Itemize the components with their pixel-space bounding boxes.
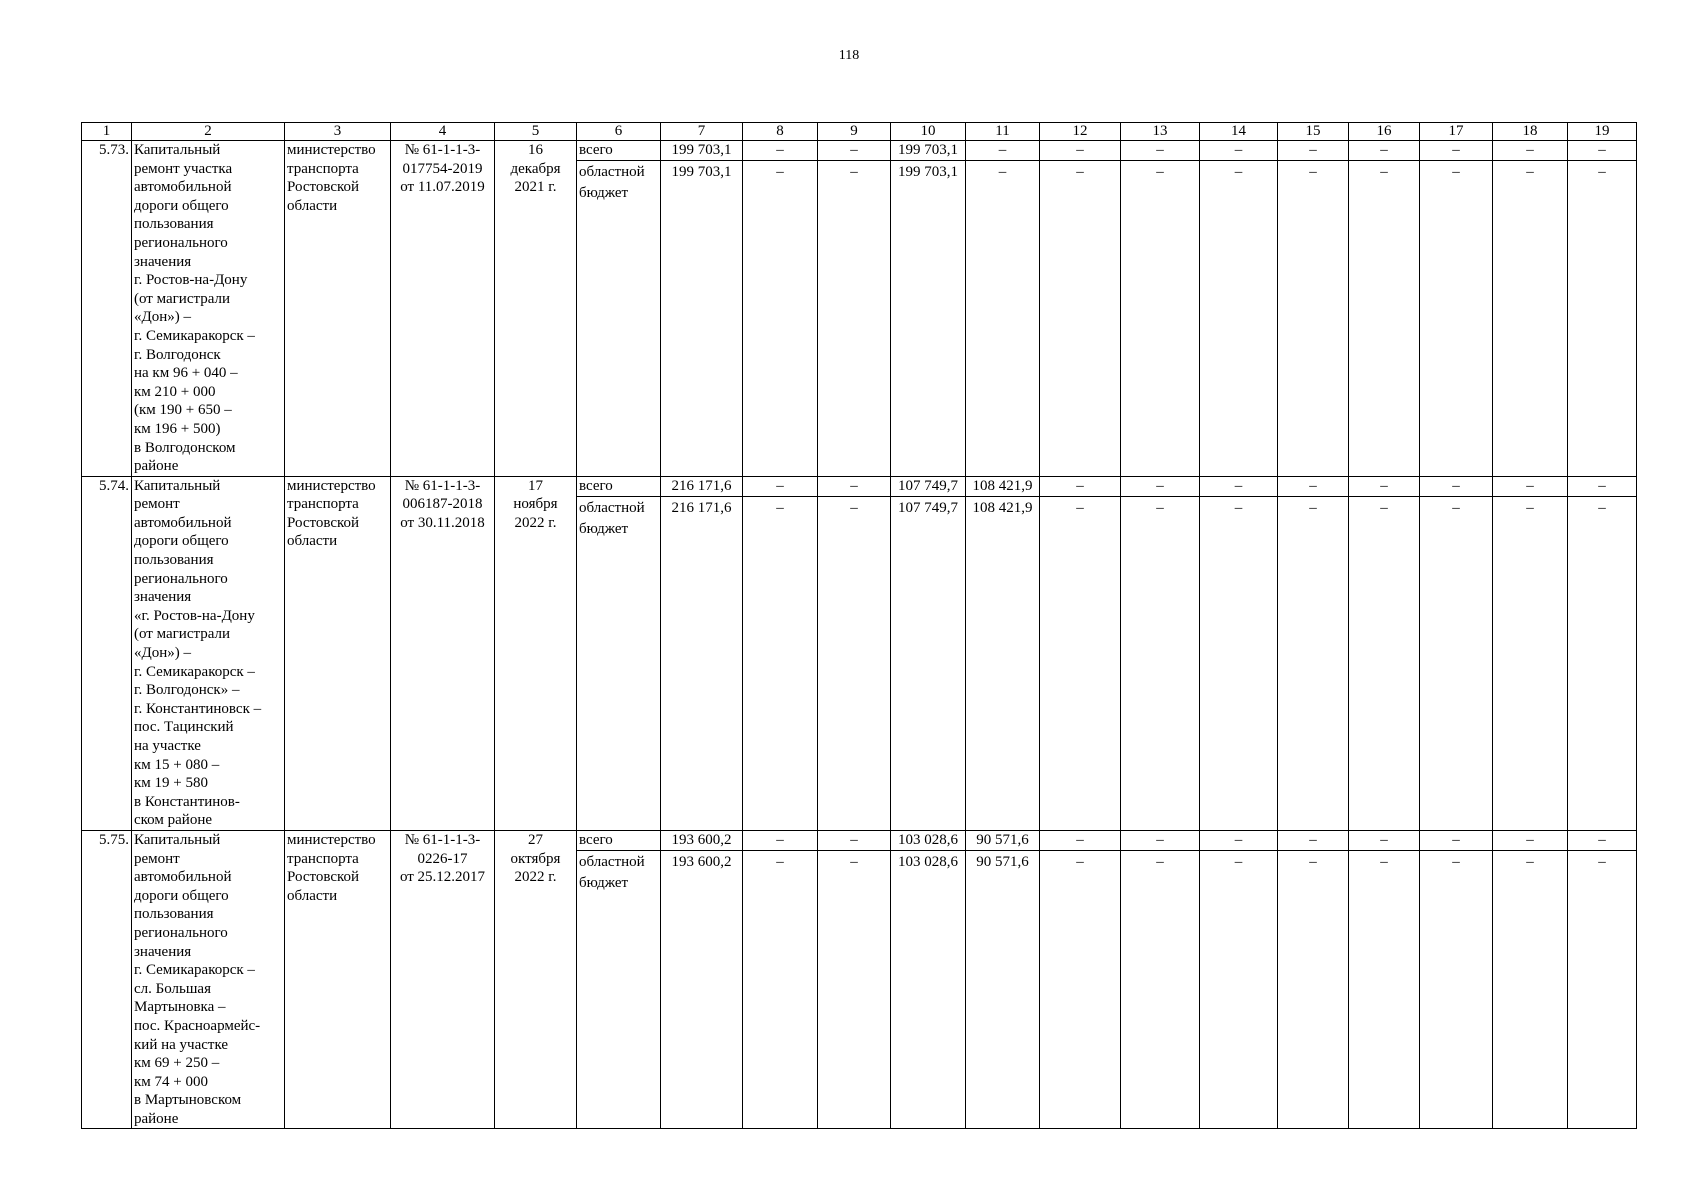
expertise-conclusion-line: от 11.07.2019	[400, 179, 485, 196]
amount-value: –	[1420, 141, 1492, 161]
object-description	[132, 830, 285, 1129]
amount-value: 199 703,1	[661, 141, 742, 161]
amount-value: –	[776, 499, 784, 516]
expertise-conclusion-line: № 61-1-1-3-	[404, 142, 481, 158]
expertise-conclusion-line: от 30.11.2018	[400, 514, 485, 531]
expertise-conclusion	[391, 476, 495, 830]
amount-value: 193 600,2	[671, 853, 732, 870]
column-header-1: 1	[82, 123, 132, 141]
amount-value: –	[1234, 164, 1243, 180]
object-description-line: км 74 + 000	[134, 1073, 208, 1090]
expertise-conclusion-line: от 25.12.2017	[399, 869, 486, 886]
object-description-line: пос. Тацинский	[134, 719, 234, 736]
funding-source	[577, 830, 661, 1129]
column-header-9: 9	[818, 123, 891, 141]
object-description-line: пользования	[134, 552, 214, 569]
amount-cell-col-9	[818, 830, 891, 1129]
funding-source-label: областной бюджет	[579, 853, 645, 891]
customer-name	[285, 830, 391, 1129]
amount-cell-col-10	[891, 141, 966, 477]
object-description-line: дороги общего	[134, 533, 229, 550]
object-description-line: регионального	[134, 570, 228, 587]
customer-name-line: министерство	[287, 477, 376, 494]
column-header-6: 6	[577, 123, 661, 141]
amount-cell-col-7	[661, 141, 743, 477]
object-description-line: значения	[134, 943, 192, 960]
amount-value: –	[1526, 853, 1534, 870]
object-description-line: районе	[134, 1110, 179, 1127]
column-header-5: 5	[495, 123, 577, 141]
expertise-conclusion-line: 017754-2019	[402, 160, 483, 177]
object-description-line: автомобильной	[134, 179, 232, 196]
amount-cell-col-18	[1493, 141, 1568, 477]
amount-value: –	[1526, 499, 1534, 516]
amount-value: –	[1076, 499, 1084, 516]
amount-value: –	[1121, 477, 1199, 497]
column-header-16: 16	[1349, 123, 1420, 141]
amount-value: –	[1452, 853, 1460, 870]
object-description-line: ремонт	[134, 850, 180, 867]
amount-cell-col-10	[891, 830, 966, 1129]
object-description-line: районе	[134, 458, 179, 475]
amount-value: –	[1040, 477, 1120, 497]
amount-value: 108 421,9	[966, 477, 1039, 497]
customer-name-line: области	[287, 197, 338, 214]
amount-cell-col-11	[966, 830, 1040, 1129]
column-header-14: 14	[1200, 123, 1278, 141]
object-description-line: г. Константиновск –	[134, 700, 262, 717]
amount-value: –	[1309, 499, 1317, 516]
amount-value: –	[1309, 853, 1317, 870]
object-description-line: дороги общего	[134, 197, 229, 214]
amount-cell-col-10	[891, 476, 966, 830]
object-description-line: значения	[134, 589, 192, 606]
amount-value: –	[1349, 141, 1419, 161]
header-row	[82, 123, 1637, 141]
amount-value: –	[1309, 164, 1317, 180]
object-description-line: г. Ростов-на-Дону	[134, 272, 248, 289]
object-description-line: регионального	[134, 234, 228, 251]
object-description-line: км 19 + 580	[134, 775, 208, 792]
expertise-conclusion-line: 0226-17	[417, 850, 468, 867]
amount-value: –	[776, 164, 784, 180]
amount-value: –	[966, 141, 1039, 161]
column-header-12: 12	[1040, 123, 1121, 141]
amount-value: –	[743, 141, 817, 161]
amount-cell-col-17	[1420, 476, 1493, 830]
amount-cell-col-15	[1278, 141, 1349, 477]
page-number: 118	[838, 48, 860, 63]
column-header-8: 8	[743, 123, 818, 141]
customer-name-line: министерство	[287, 142, 376, 158]
completion-deadline-line: 2022 г.	[514, 514, 557, 531]
amount-cell-col-9	[818, 476, 891, 830]
object-description-line: кий на участке	[134, 1036, 229, 1053]
object-description-line: Капитальный	[134, 477, 221, 494]
customer-name-line: транспорта	[287, 160, 359, 177]
object-description-line: км 15 + 080 –	[134, 756, 220, 773]
amount-value: 90 571,6	[976, 853, 1029, 870]
amount-value: –	[1349, 831, 1419, 851]
expertise-conclusion	[391, 830, 495, 1129]
object-description-line: ремонт	[134, 496, 180, 513]
customer-name	[285, 141, 391, 477]
amount-value: 216 171,6	[671, 499, 732, 516]
amount-value: –	[1200, 141, 1277, 161]
amount-cell-col-13	[1121, 476, 1200, 830]
amount-value: 193 600,2	[661, 831, 742, 851]
amount-value: –	[1234, 853, 1243, 870]
object-description-line: регионального	[134, 924, 228, 941]
object-description-line: (км 190 + 650 –	[134, 402, 232, 419]
amount-value: –	[1076, 853, 1084, 870]
budget-table	[81, 122, 1637, 1129]
funding-source-label: всего	[577, 477, 660, 497]
expertise-conclusion-line: № 61-1-1-3-	[404, 831, 481, 848]
amount-value: –	[1568, 477, 1636, 497]
amount-value: 107 749,7	[898, 499, 958, 516]
object-description-line: км 210 + 000	[134, 383, 216, 400]
amount-value: –	[1420, 831, 1492, 851]
amount-value: –	[850, 499, 858, 516]
amount-value: –	[1598, 853, 1606, 870]
column-header-11: 11	[966, 123, 1040, 141]
object-description	[132, 476, 285, 830]
completion-deadline-line: 27	[528, 831, 543, 848]
funding-source	[577, 141, 661, 477]
column-header-3: 3	[285, 123, 391, 141]
amount-cell-col-14	[1200, 830, 1278, 1129]
amount-value: –	[1493, 831, 1567, 851]
amount-value: 103 028,6	[891, 831, 965, 851]
object-description-line: пос. Красноармейс-	[134, 1017, 261, 1034]
amount-value: –	[1568, 141, 1636, 161]
object-description-line: км 69 + 250 –	[134, 1055, 220, 1072]
amount-value: –	[818, 477, 890, 497]
expertise-conclusion	[391, 141, 495, 477]
amount-value: –	[998, 164, 1007, 180]
row-number: 5.75.	[82, 830, 132, 1129]
table-row	[82, 141, 1637, 477]
amount-value: –	[818, 141, 890, 161]
column-header-7: 7	[661, 123, 743, 141]
completion-deadline-line: 2022 г.	[514, 869, 557, 886]
amount-value: 108 421,9	[972, 499, 1033, 516]
customer-name-line: области	[287, 887, 338, 904]
amount-value: –	[1349, 477, 1419, 497]
amount-value: –	[1493, 141, 1567, 161]
funding-source-label: всего	[577, 141, 660, 161]
object-description-line: г. Волгодонск	[134, 346, 221, 363]
amount-value: –	[1076, 164, 1084, 180]
column-header-19: 19	[1568, 123, 1637, 141]
amount-value: –	[743, 831, 817, 851]
amount-value: –	[850, 853, 858, 870]
amount-value: –	[1598, 164, 1606, 180]
amount-value: 107 749,7	[891, 477, 965, 497]
amount-cell-col-16	[1349, 141, 1420, 477]
amount-value: 199 703,1	[671, 164, 732, 180]
amount-value: –	[1200, 477, 1277, 497]
object-description-line: Капитальный	[134, 831, 221, 848]
amount-value: –	[1156, 164, 1164, 180]
row-number: 5.73.	[82, 141, 132, 477]
row-number: 5.74.	[82, 476, 132, 830]
object-description-line: пользования	[134, 216, 214, 233]
object-description-line: сл. Большая	[134, 980, 211, 997]
amount-cell-col-13	[1121, 141, 1200, 477]
amount-value: –	[1380, 499, 1388, 516]
completion-deadline	[495, 476, 577, 830]
amount-value: –	[1526, 164, 1534, 180]
column-header-10: 10	[891, 123, 966, 141]
table-body	[82, 141, 1637, 1129]
amount-cell-col-9	[818, 141, 891, 477]
object-description-line: ремонт участка	[134, 160, 233, 177]
table-row	[82, 830, 1637, 1129]
amount-cell-col-19	[1568, 141, 1637, 477]
object-description-line: (от магистрали	[134, 626, 231, 643]
object-description-line: «Дон») –	[134, 645, 192, 662]
expertise-conclusion-line: 006187-2018	[402, 496, 483, 513]
table-row	[82, 476, 1637, 830]
column-header-2: 2	[132, 123, 285, 141]
amount-value: –	[1121, 831, 1199, 851]
object-description-line: значения	[134, 253, 192, 270]
object-description-line: (от магистрали	[134, 290, 231, 307]
amount-cell-col-19	[1568, 830, 1637, 1129]
amount-cell-col-12	[1040, 141, 1121, 477]
customer-name-line: Ростовской	[287, 179, 360, 196]
customer-name-line: транспорта	[287, 850, 359, 867]
amount-value: –	[743, 477, 817, 497]
amount-value: –	[1278, 831, 1348, 851]
amount-value: –	[1156, 853, 1164, 870]
completion-deadline-line: 16	[528, 142, 543, 158]
object-description-line: в Константинов-	[134, 793, 240, 810]
customer-name-line: Ростовской	[287, 869, 360, 886]
amount-cell-col-11	[966, 476, 1040, 830]
amount-value: –	[1493, 477, 1567, 497]
amount-cell-col-16	[1349, 830, 1420, 1129]
object-description-line: на участке	[134, 738, 201, 754]
completion-deadline-line: декабря	[510, 160, 561, 177]
customer-name	[285, 476, 391, 830]
amount-cell-col-8	[743, 830, 818, 1129]
amount-value: –	[1598, 499, 1606, 516]
amount-cell-col-15	[1278, 476, 1349, 830]
object-description-line: г. Семикаракорск –	[134, 663, 255, 680]
amount-cell-col-19	[1568, 476, 1637, 830]
object-description-line: автомобильной	[134, 514, 232, 531]
object-description-line: Мартыновка –	[134, 999, 226, 1016]
amount-cell-col-12	[1040, 476, 1121, 830]
object-description-line: г. Семикаракорск –	[134, 327, 255, 344]
object-description-line: «Дон») –	[134, 309, 192, 326]
amount-value: –	[1452, 499, 1460, 516]
object-description-line: автомобильной	[134, 869, 232, 886]
amount-cell-col-13	[1121, 830, 1200, 1129]
amount-cell-col-7	[661, 476, 743, 830]
amount-cell-col-18	[1493, 476, 1568, 830]
amount-value: –	[1278, 141, 1348, 161]
amount-value: –	[1380, 164, 1388, 180]
object-description-line: дороги общего	[134, 887, 229, 904]
column-header-15: 15	[1278, 123, 1349, 141]
amount-cell-col-17	[1420, 141, 1493, 477]
amount-cell-col-17	[1420, 830, 1493, 1129]
object-description-line: в Волгодонском	[134, 439, 236, 456]
completion-deadline	[495, 830, 577, 1129]
amount-cell-col-18	[1493, 830, 1568, 1129]
amount-value: –	[1568, 831, 1636, 851]
amount-value: –	[1452, 164, 1460, 180]
expertise-conclusion-line: № 61-1-1-3-	[404, 477, 481, 494]
amount-value: 199 703,1	[898, 164, 958, 180]
amount-cell-col-7	[661, 830, 743, 1129]
object-description-line: Капитальный	[134, 142, 221, 158]
completion-deadline-line: ноября	[513, 496, 558, 513]
amount-value: 216 171,6	[661, 477, 742, 497]
amount-cell-col-15	[1278, 830, 1349, 1129]
amount-value: 199 703,1	[891, 141, 965, 161]
amount-value: 103 028,6	[898, 853, 958, 870]
amount-value: –	[1121, 141, 1199, 161]
column-header-17: 17	[1420, 123, 1493, 141]
funding-source-label: областной бюджет	[579, 164, 645, 201]
funding-source-label: областной бюджет	[579, 499, 645, 537]
amount-cell-col-16	[1349, 476, 1420, 830]
completion-deadline	[495, 141, 577, 477]
amount-value: –	[850, 164, 858, 180]
amount-cell-col-12	[1040, 830, 1121, 1129]
customer-name-line: транспорта	[287, 496, 359, 513]
amount-value: –	[1380, 853, 1388, 870]
column-header-13: 13	[1121, 123, 1200, 141]
amount-value: –	[1156, 499, 1164, 516]
object-description-line: пользования	[134, 906, 214, 923]
completion-deadline-line: октября	[510, 850, 561, 867]
amount-value: –	[1200, 831, 1277, 851]
object-description	[132, 141, 285, 477]
object-description-line: г. Семикаракорск –	[134, 962, 255, 979]
amount-value: 90 571,6	[966, 831, 1039, 851]
customer-name-line: министерство	[287, 831, 376, 848]
object-description-line: ском районе	[134, 812, 213, 829]
completion-deadline-line: 17	[528, 477, 543, 494]
object-description-line: км 196 + 500)	[134, 420, 221, 437]
object-description-line: г. Волгодонск» –	[134, 682, 240, 699]
amount-value: –	[1040, 831, 1120, 851]
completion-deadline-line: 2021 г.	[514, 179, 557, 196]
funding-source-label: всего	[577, 831, 660, 851]
object-description-line: «г. Ростов-на-Дону	[134, 607, 255, 624]
amount-cell-col-14	[1200, 476, 1278, 830]
amount-value: –	[1234, 499, 1243, 516]
amount-cell-col-8	[743, 476, 818, 830]
amount-value: –	[1420, 477, 1492, 497]
amount-cell-col-14	[1200, 141, 1278, 477]
amount-value: –	[1040, 141, 1120, 161]
object-description-line: в Мартыновском	[134, 1092, 242, 1109]
amount-cell-col-11	[966, 141, 1040, 477]
customer-name-line: области	[287, 533, 338, 550]
amount-cell-col-8	[743, 141, 818, 477]
column-header-18: 18	[1493, 123, 1568, 141]
customer-name-line: Ростовской	[287, 514, 360, 531]
object-description-line: на км 96 + 040 –	[134, 365, 238, 382]
amount-value: –	[1278, 477, 1348, 497]
amount-value: –	[818, 831, 890, 851]
amount-value: –	[776, 853, 784, 870]
funding-source	[577, 476, 661, 830]
column-header-4: 4	[391, 123, 495, 141]
